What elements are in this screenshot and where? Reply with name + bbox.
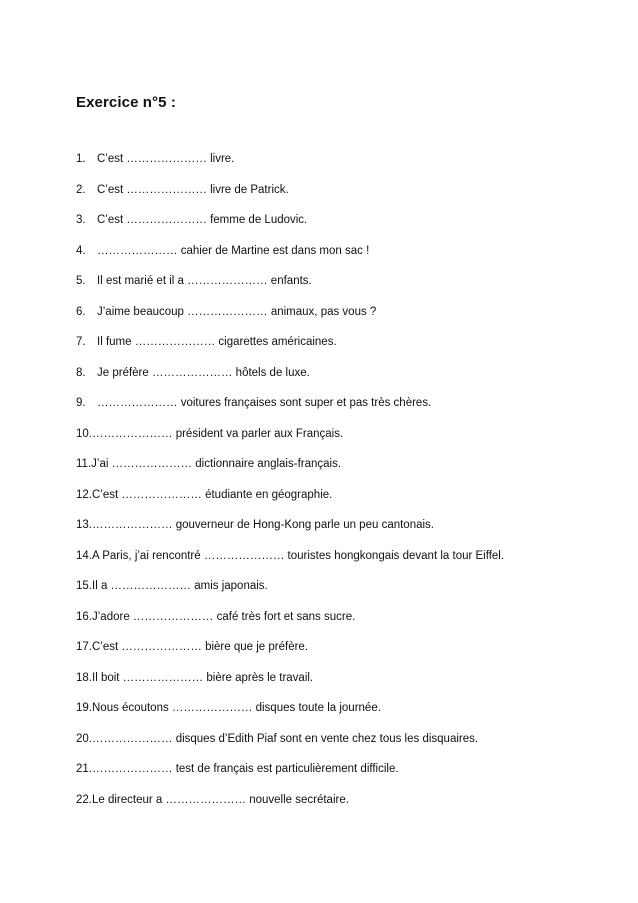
exercise-item-text: Il fume ………………… cigarettes américaines.: [97, 336, 337, 348]
exercise-item-text: Il boit ………………… bière après le travail.: [92, 671, 314, 684]
exercise-item-text: J’adore ………………… café très fort et sans sucre.: [92, 610, 356, 623]
exercise-item-number: 1.: [76, 153, 86, 165]
exercise-item: [76, 793, 616, 824]
exercise-item: [76, 366, 616, 397]
exercise-item: [76, 244, 616, 275]
exercise-item-number: 6.: [76, 305, 86, 318]
exercise-item: [76, 762, 616, 793]
exercise-item-text: ………………… cahier de Martine est dans mon sac !: [97, 244, 370, 257]
exercise-item-text: ………………… disques d’Edith Piaf sont en vente chez tous les disquaires.: [92, 732, 479, 745]
exercise-item: [76, 213, 616, 244]
exercise-item-text: C’est ………………… femme de Ludovic.: [97, 214, 308, 226]
exercise-item: [76, 427, 616, 458]
exercise-item: [76, 274, 616, 305]
exercise-item: [76, 701, 616, 732]
exercise-item-number: 19.: [76, 702, 92, 714]
exercise-item-number: 12.: [76, 488, 92, 501]
exercise-item: [76, 671, 616, 702]
exercise-item: [76, 579, 616, 610]
exercise-item: [76, 305, 616, 336]
exercise-item: [76, 457, 616, 488]
exercise-item-text: C’est ………………… bière que je préfère.: [92, 641, 309, 653]
exercise-item: [76, 152, 616, 183]
exercise-item-number: 8.: [76, 366, 86, 379]
exercise-list: [76, 152, 616, 823]
exercise-item-number: 11.: [76, 458, 92, 470]
exercise-item: [76, 549, 616, 580]
exercise-item-text: C’est ………………… étudiante en géographie.: [92, 488, 333, 501]
exercise-item-number: 15.: [76, 580, 92, 592]
exercise-item-text: A Paris, j’ai rencontré ………………… touristes hongkongais devant la tour Eiffel.: [92, 549, 505, 562]
exercise-item-number: 20.: [76, 732, 92, 745]
exercise-title: Exercice n°5 :: [76, 94, 176, 111]
exercise-item-number: 10.: [76, 427, 92, 440]
exercise-item-text: Nous écoutons ………………… disques toute la journée.: [92, 702, 381, 714]
exercise-item-number: 14.: [76, 549, 92, 562]
exercise-item: [76, 610, 616, 641]
exercise-item-text: ………………… gouverneur de Hong-Kong parle un peu cantonais.: [92, 519, 434, 531]
exercise-item: [76, 488, 616, 519]
exercise-item-text: C’est ………………… livre de Patrick.: [97, 183, 289, 196]
exercise-item-text: J’aime beaucoup ………………… animaux, pas vous ?: [97, 305, 377, 318]
exercise-item-number: 21.: [76, 763, 92, 775]
exercise-item-number: 9.: [76, 397, 86, 409]
exercise-item-text: Le directeur a ………………… nouvelle secrétaire.: [92, 793, 349, 806]
exercise-item: [76, 732, 616, 763]
exercise-item-number: 16.: [76, 610, 92, 623]
exercise-item-text: ………………… voitures françaises sont super et pas très chères.: [97, 397, 432, 409]
exercise-item-text: ………………… président va parler aux Français.: [92, 427, 344, 440]
exercise-item-text: C’est ………………… livre.: [97, 153, 235, 165]
exercise-item-number: 17.: [76, 641, 92, 653]
exercise-item-number: 2.: [76, 183, 86, 196]
exercise-item-text: ………………… test de français est particulièrement difficile.: [92, 763, 399, 775]
exercise-item-text: Il est marié et il a ………………… enfants.: [97, 275, 312, 287]
exercise-item-number: 18.: [76, 671, 92, 684]
exercise-item-number: 3.: [76, 214, 86, 226]
exercise-item-number: 4.: [76, 244, 86, 257]
exercise-item-number: 22.: [76, 793, 92, 806]
exercise-item-number: 5.: [76, 275, 86, 287]
exercise-item: [76, 518, 616, 549]
exercise-item-text: Il a ………………… amis japonais.: [92, 580, 268, 592]
exercise-item-text: J’ai ………………… dictionnaire anglais-français.: [91, 458, 342, 470]
exercise-item: [76, 640, 616, 671]
exercise-item-number: 13.: [76, 519, 92, 531]
exercise-item: [76, 396, 616, 427]
exercise-item: [76, 335, 616, 366]
exercise-item-text: Je préfère ………………… hôtels de luxe.: [97, 366, 310, 379]
exercise-item-number: 7.: [76, 336, 86, 348]
exercise-item: [76, 183, 616, 214]
